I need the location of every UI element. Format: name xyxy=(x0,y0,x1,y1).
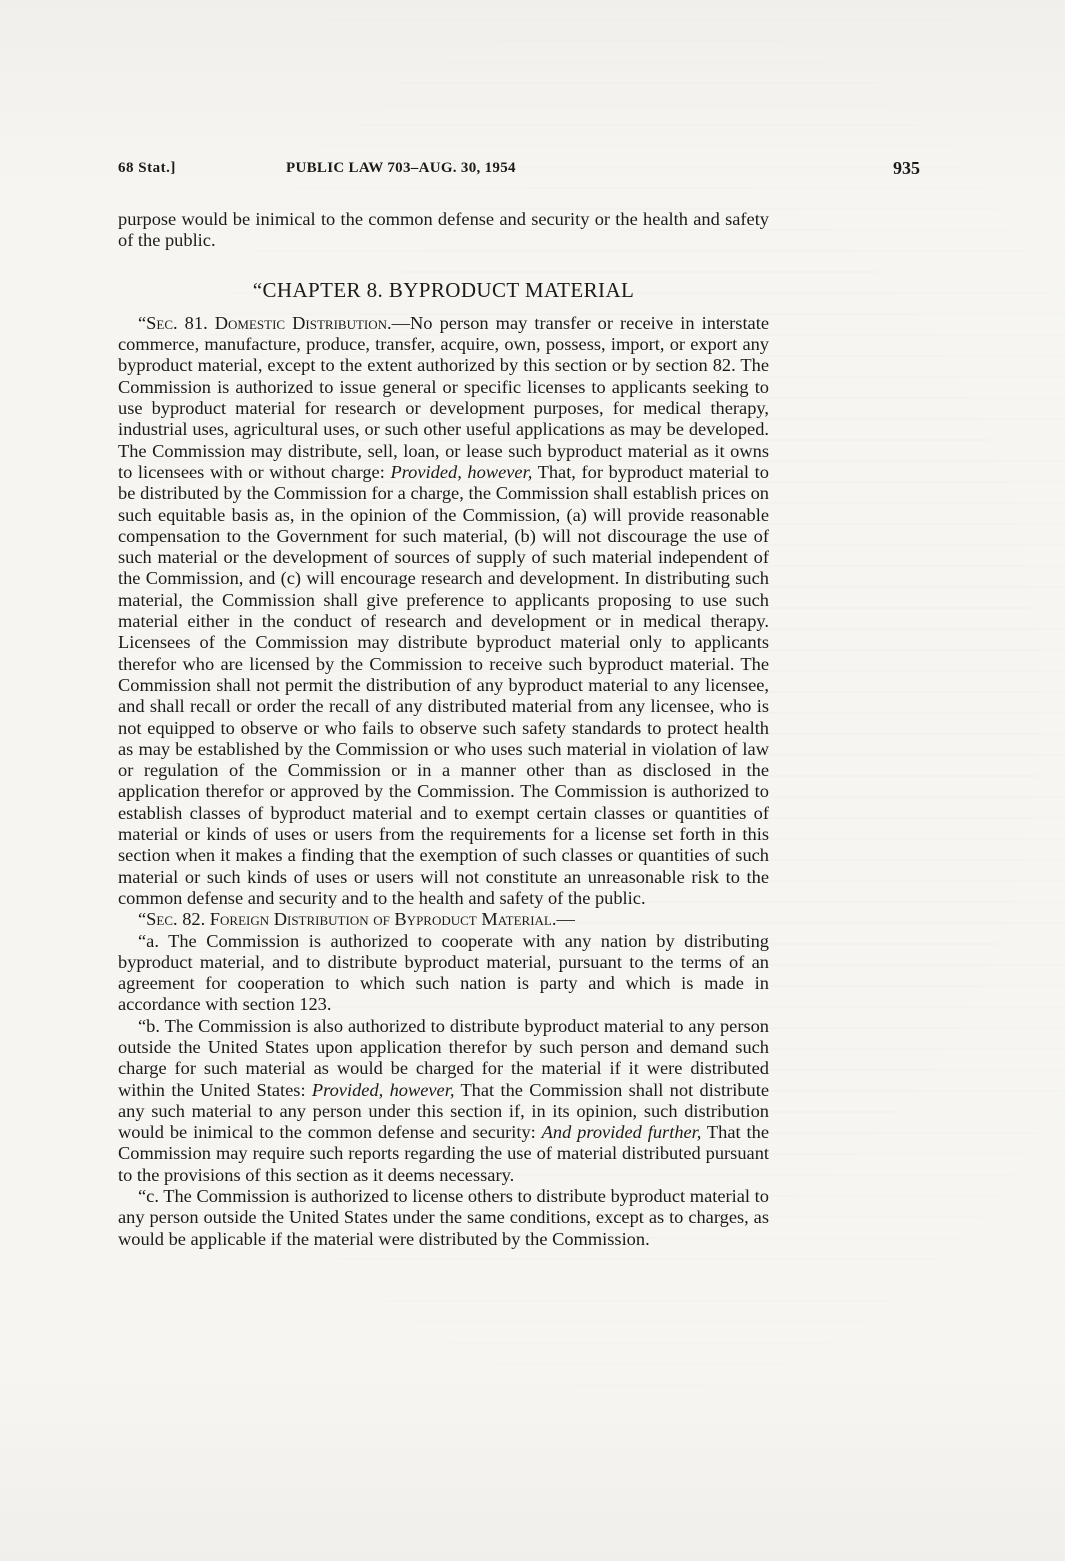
document-body xyxy=(118,209,769,1250)
section-82-paragraph-b xyxy=(118,1016,769,1186)
section-82-paragraph-c: “c. The Commission is authorized to license others to distribute byproduct material to any person outside the United States under the same conditions, except as to charges, as would be applicable if the material were distributed by the Commission. xyxy=(118,1186,769,1249)
law-title: PUBLIC LAW 703–AUG. 30, 1954 xyxy=(286,160,516,176)
chapter-heading: “CHAPTER 8. BYPRODUCT MATERIAL xyxy=(252,277,635,302)
section-81-text-2: That, for byproduct material to be distributed by the Commission for a charge, the Commission shall establish prices on such equitable basis as, in the opinion of the Commission, (a) will provide reasonable compensation to the Government for such material, (b) will not discourage the use of such material or the development of sources of supply of such material independent of the Commission, and (c) will encourage research and development. In distributing such material, the Commission shall give preference to applicants proposing to use such material either in the conduct of research and development or in medical therapy. Licensees of the Commission may distribute byproduct material only to applicants therefor who are licensed by the Commission to receive such byproduct material. The Commission shall not permit the distribution of any byproduct material to any licensee, and shall recall or order the recall of any distributed material from any licensee, who is not equipped to observe or who fails to observe such safety standards to protect health as may be established by the Commission or who uses such material in violation of law or regulation of the Commission or in a manner other than as disclosed in the application therefor or approved by the Commission. The Commission is authorized to establish classes of byproduct material and to exempt certain classes or quantities of material or kinds of uses or users from the requirements for a license set forth in this section when it makes a finding that the exemption of such classes or quantities of such material or such kinds of uses or users will not constitute an unreasonable risk to the common defense and security and to the health and safety of the public. xyxy=(118,461,769,908)
intro-paragraph: purpose would be inimical to the common defense and security or the health and safety of the public. xyxy=(118,209,769,251)
section-82-paragraph-a: “a. The Commission is authorized to cooperate with any nation by distributing byproduct material, and to distribute byproduct material, pursuant to the terms of an agreement for cooperation to which such nation is party and which is made in accordance with section 123. xyxy=(118,930,769,1015)
section-81-proviso: Provided, however, xyxy=(390,461,533,482)
section-82-b-text-2: That the Commission shall not distribute any such material to any person under this section if, in its opinion, such distribution would be inimical to the common defense and security: xyxy=(118,1079,769,1143)
statute-reference: 68 Stat.] xyxy=(118,160,176,176)
section-82-b-text-1: “b. The Commission is also authorized to distribute byproduct material to any person outside the United States upon application therefor by such person and demand such charge for such material as would be charged for the material if it were distributed within the United States: xyxy=(118,1015,769,1100)
running-header xyxy=(118,160,920,184)
section-82-heading: “Sec. 82. Foreign Distribution of Byproduct Material.— xyxy=(138,909,575,930)
section-81-paragraph xyxy=(118,313,769,909)
section-81-text-1: —No person may transfer or receive in interstate commerce, manufacture, produce, transfer, acquire, own, possess, import, or export any byproduct material, except to the extent authorized by this section or by section 82. The Commission is authorized to issue general or specific licenses to applicants seeking to use byproduct material for research or development purposes, for medical therapy, industrial uses, agricultural uses, or such other useful applications as may be developed. The Commission may distribute, sell, loan, or lease such byproduct material as it owns to licensees with or without charge: xyxy=(118,312,769,482)
section-82-b-proviso-1: Provided, however, xyxy=(311,1079,455,1100)
section-82-b-proviso-2: And provided further, xyxy=(541,1122,702,1143)
section-81-heading: “Sec. 81. Domestic Distribution. xyxy=(138,312,392,333)
section-82-b-text-3: That the Commission may require such reports regarding the use of material distributed pursuant to the provisions of this section as it deems necessary. xyxy=(118,1122,769,1185)
page-number: 935 xyxy=(893,158,920,178)
